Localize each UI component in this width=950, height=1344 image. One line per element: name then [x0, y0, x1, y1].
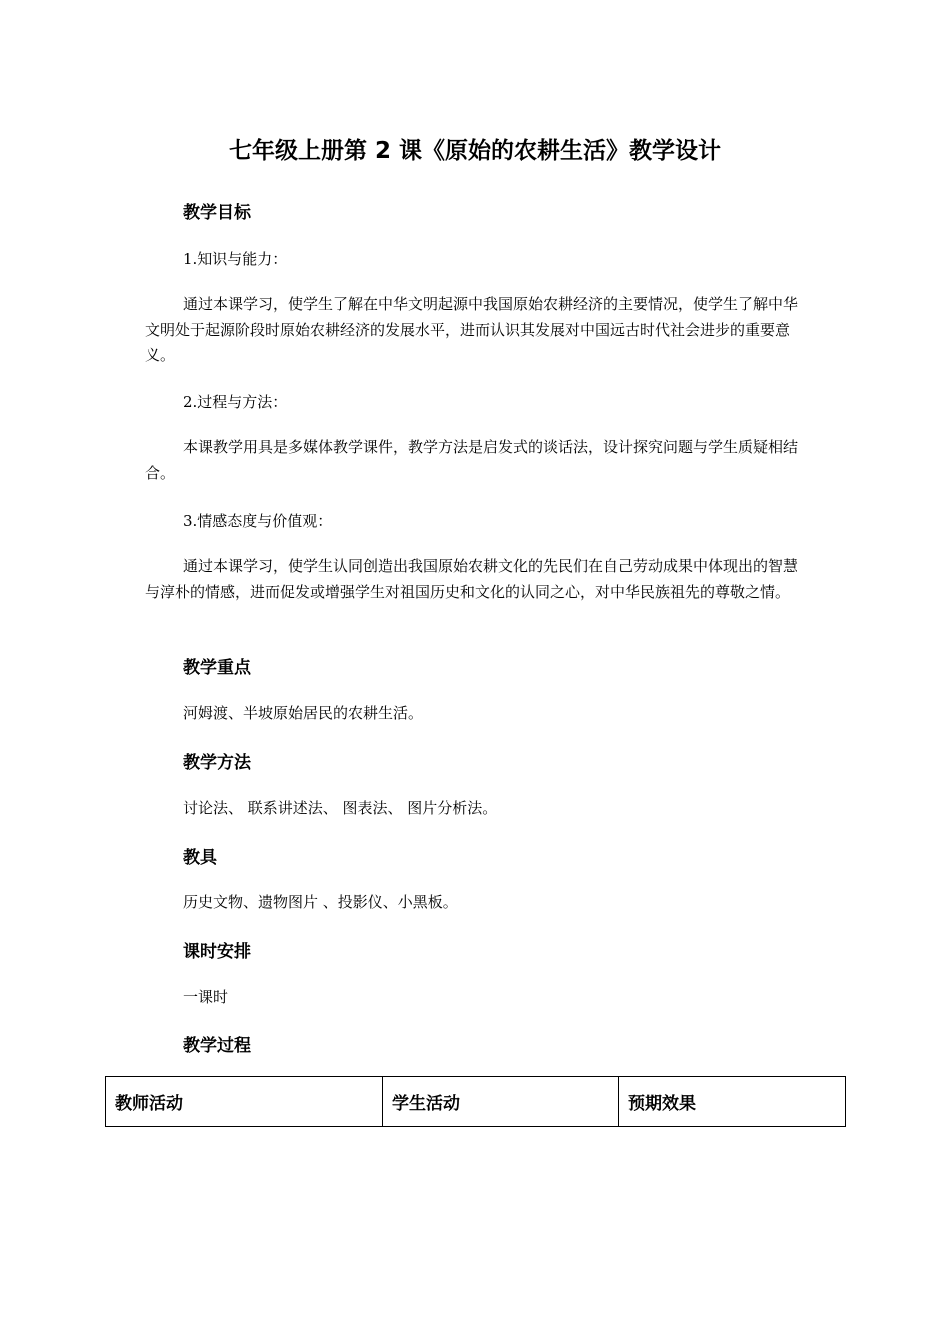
teaching-process-table [105, 1076, 846, 1127]
emotion-paragraph: 通过本课学习，使学生认同创造出我国原始农耕文化的先民们在自己劳动成果中体现出的智慧与淳朴的情感，进而促发或增强学生对祖国历史和文化的认同之心，对中华民族祖先的尊敬之情。 [145, 557, 799, 601]
knowledge-label: 1.知识与能力： [183, 250, 288, 268]
teaching-process-heading: 教学过程 [183, 1036, 251, 1056]
emotion-label: 3.情感态度与价值观： [183, 512, 333, 530]
table-header-row [106, 1077, 846, 1127]
process-paragraph: 本课教学用具是多媒体教学课件，教学方法是启发式的谈话法，设计探究问题与学生质疑相结合。 [145, 438, 799, 482]
tools-text: 历史文物、遗物图片 、投影仪、小黑板。 [183, 893, 458, 911]
schedule-text: 一课时 [183, 988, 229, 1006]
methods-heading: 教学方法 [183, 753, 251, 773]
tools-heading: 教具 [183, 848, 217, 868]
methods-text: 讨论法、 联系讲述法、 图表法、 图片分析法。 [183, 799, 498, 817]
process-label: 2.过程与方法： [183, 393, 288, 411]
column-expected-effect: 预期效果 [619, 1077, 846, 1127]
schedule-heading: 课时安排 [183, 942, 251, 962]
knowledge-paragraph: 通过本课学习，使学生了解在中华文明起源中我国原始农耕经济的主要情况，使学生了解中华文明处于起源阶段时原始农耕经济的发展水平，进而认识其发展对中国远古时代社会进步的重要意义。 [145, 295, 799, 364]
key-points-text: 河姆渡、半坡原始居民的农耕生活。 [183, 704, 424, 722]
column-student-activity: 学生活动 [383, 1077, 619, 1127]
objectives-heading: 教学目标 [183, 203, 251, 223]
column-teacher-activity: 教师活动 [106, 1077, 383, 1127]
page-title: 七年级上册第 2 课《原始的农耕生活》教学设计 [228, 138, 722, 164]
key-points-heading: 教学重点 [183, 658, 251, 678]
